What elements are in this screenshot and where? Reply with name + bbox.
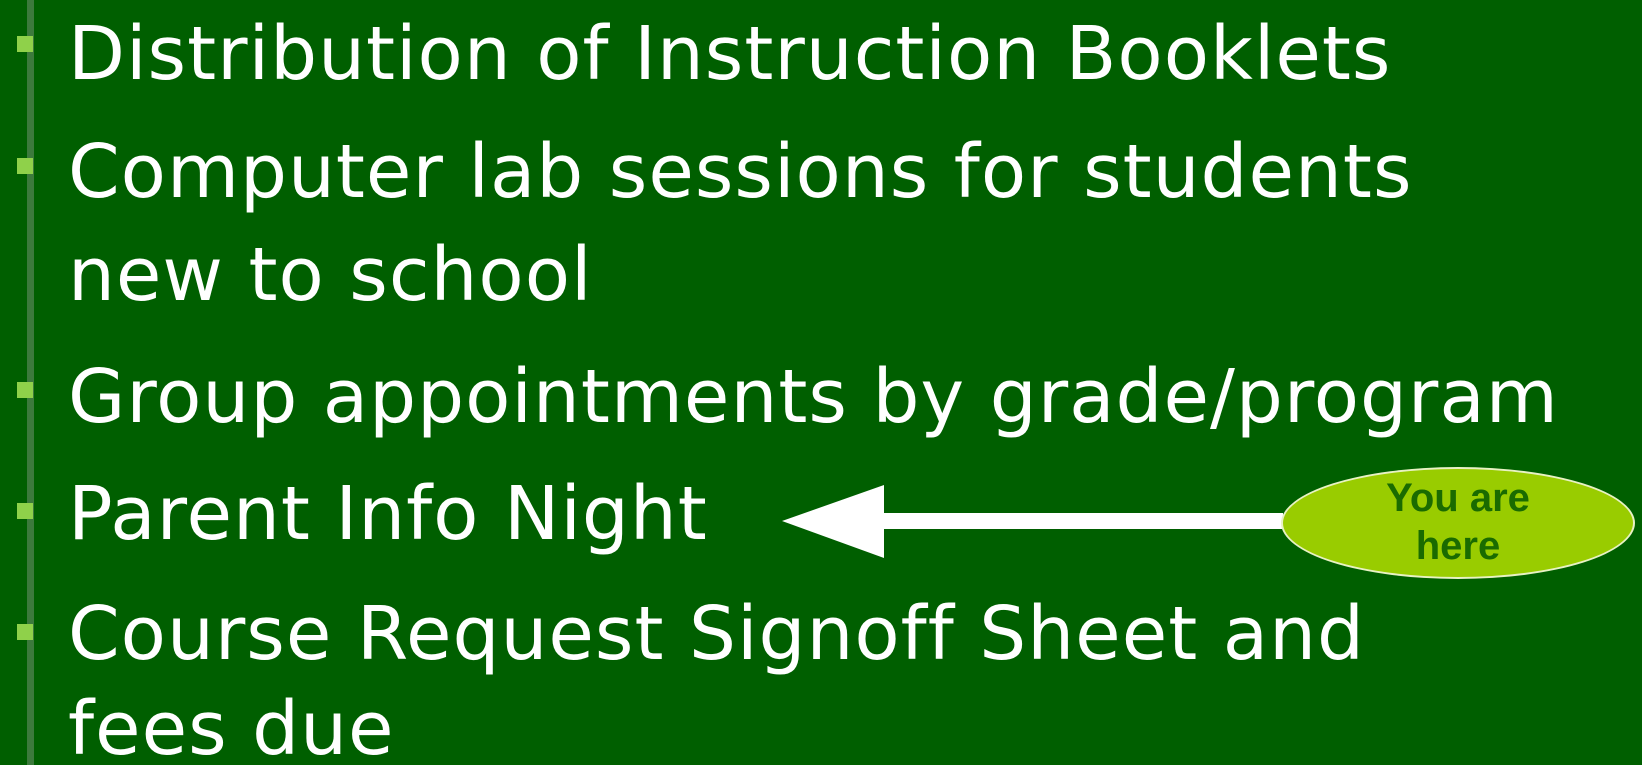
- callout-label: You are here: [1386, 476, 1530, 568]
- bullet-text: Group appointments by grade/program: [68, 354, 1559, 440]
- bullet-square-icon: [17, 624, 33, 640]
- you-are-here-callout: [1281, 467, 1635, 579]
- bullet-square-icon: [17, 382, 33, 398]
- bullet-square-icon: [17, 503, 33, 519]
- bullet-square-icon: [17, 158, 33, 174]
- bullet-text: Course Request Signoff Sheet and: [68, 591, 1365, 677]
- bullet-square-icon: [17, 36, 33, 52]
- bullet-text: Distribution of Instruction Booklets: [68, 11, 1392, 97]
- bullet-text-continuation: new to school: [68, 232, 593, 318]
- bullet-text: Parent Info Night: [68, 471, 708, 557]
- bullet-text-continuation: fees due: [68, 686, 395, 765]
- bullet-text: Computer lab sessions for students: [68, 129, 1413, 215]
